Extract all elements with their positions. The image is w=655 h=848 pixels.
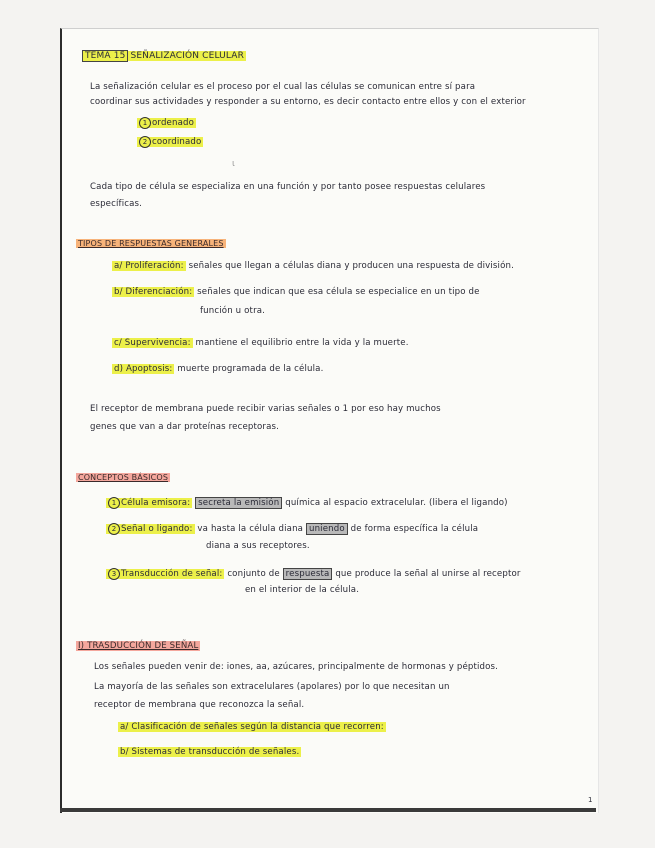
intro-item-2-text: coordinado xyxy=(152,137,202,147)
response-d xyxy=(112,365,323,374)
concept-3 xyxy=(106,568,521,580)
concept-3-highlight: respuesta xyxy=(283,568,333,580)
section-heading-transduccion xyxy=(76,642,200,651)
concept-2-text-1: va hasta la célula diana xyxy=(197,524,304,534)
topic-number-box: TEMA 15 xyxy=(82,50,128,62)
para3-line-1: El receptor de membrana puede recibir varias señales o 1 por eso hay muchos xyxy=(90,404,441,414)
intro-item-1-text: ordenado xyxy=(152,118,195,128)
para2-line-2: específicas. xyxy=(90,199,143,209)
sec3-line-1: Los señales pueden venir de: iones, aa, azúcares, principalmente de hormonas y péptidos. xyxy=(94,662,499,672)
section-title-transduccion: I) TRASDUCCIÓN DE SEÑAL xyxy=(78,641,199,651)
section-title-tipos: TIPOS DE RESPUESTAS GENERALES xyxy=(78,239,224,248)
response-b xyxy=(112,288,480,297)
page-bottom-edge xyxy=(60,808,596,812)
intro-item-1 xyxy=(137,117,196,129)
concept-2-highlight: uniendo xyxy=(306,523,348,535)
response-c-text: mantiene el equilibrio entre la vida y la muerte. xyxy=(195,338,409,348)
sec3-item-a xyxy=(118,723,386,732)
concept-2-label: Señal o ligando: xyxy=(121,524,193,534)
concept-1-highlight: secreta la emisión xyxy=(195,497,282,509)
concept-2-text-3: diana a sus receptores. xyxy=(206,541,310,551)
number-circle-icon: 1 xyxy=(108,497,120,509)
concept-1-text: química al espacio extracelular. (libera el ligando) xyxy=(285,498,508,508)
response-b-label: b/ Diferenciación: xyxy=(114,287,193,297)
sec3-item-b-text: b/ Sistemas de transducción de señales. xyxy=(120,747,300,757)
concept-2 xyxy=(106,523,478,535)
section-heading-tipos xyxy=(76,240,226,248)
response-b-text-1: señales que indican que esa célula se especialice en un tipo de xyxy=(197,287,480,297)
intro-line-1: La señalización celular es el proceso por el cual las células se comunican entre sí para xyxy=(90,82,476,92)
response-c xyxy=(112,339,409,348)
number-circle-icon: 3 xyxy=(108,568,120,580)
response-c-label: c/ Supervivencia: xyxy=(114,338,191,348)
concept-3-label: Transducción de señal: xyxy=(121,569,223,579)
intro-item-2 xyxy=(137,136,203,148)
sec3-item-b xyxy=(118,748,301,757)
response-a-text: señales que llegan a células diana y producen una respuesta de división. xyxy=(188,261,514,271)
concept-1 xyxy=(106,497,508,509)
concept-1-label: Célula emisora: xyxy=(121,498,191,508)
concept-2-text-2: de forma específica la célula xyxy=(350,524,479,534)
number-circle-icon: 1 xyxy=(139,117,151,129)
sec3-item-a-text: a/ Clasificación de señales según la distancia que recorren: xyxy=(120,722,384,732)
section-heading-conceptos xyxy=(76,474,170,482)
concept-3-text-1: conjunto de xyxy=(227,569,280,579)
para2-line-1: Cada tipo de célula se especializa en una función y por tanto posee respuestas celulares xyxy=(90,182,486,192)
number-circle-icon: 2 xyxy=(108,523,120,535)
response-b-text-2: función u otra. xyxy=(200,306,266,316)
topic-title: SEÑALIZACIÓN CELULAR xyxy=(130,51,244,61)
response-a-label: a/ Proliferación: xyxy=(114,261,184,271)
sec3-line-2: La mayoría de las señales son extracelulares (apolares) por lo que necesitan un xyxy=(94,682,450,692)
sec3-line-3: receptor de membrana que reconozca la señal. xyxy=(94,700,305,710)
number-circle-icon: 2 xyxy=(139,136,151,148)
response-d-label: d) Apoptosis: xyxy=(114,364,173,374)
concept-3-text-2: que produce la señal al unirse al receptor xyxy=(335,569,521,579)
intro-line-2: coordinar sus actividades y responder a su entorno, es decir contacto entre ellos y con el exterior xyxy=(90,97,526,107)
response-a xyxy=(112,262,514,271)
response-d-text: muerte programada de la célula. xyxy=(177,364,324,374)
page-number: 1 xyxy=(588,796,593,804)
para3-line-2: genes que van a dar proteínas receptoras. xyxy=(90,422,280,432)
section-title-conceptos: CONCEPTOS BÁSICOS xyxy=(78,473,169,482)
page-title xyxy=(82,52,246,61)
concept-3-text-3: en el interior de la célula. xyxy=(245,585,360,595)
stray-pen-mark: ι xyxy=(232,159,236,169)
